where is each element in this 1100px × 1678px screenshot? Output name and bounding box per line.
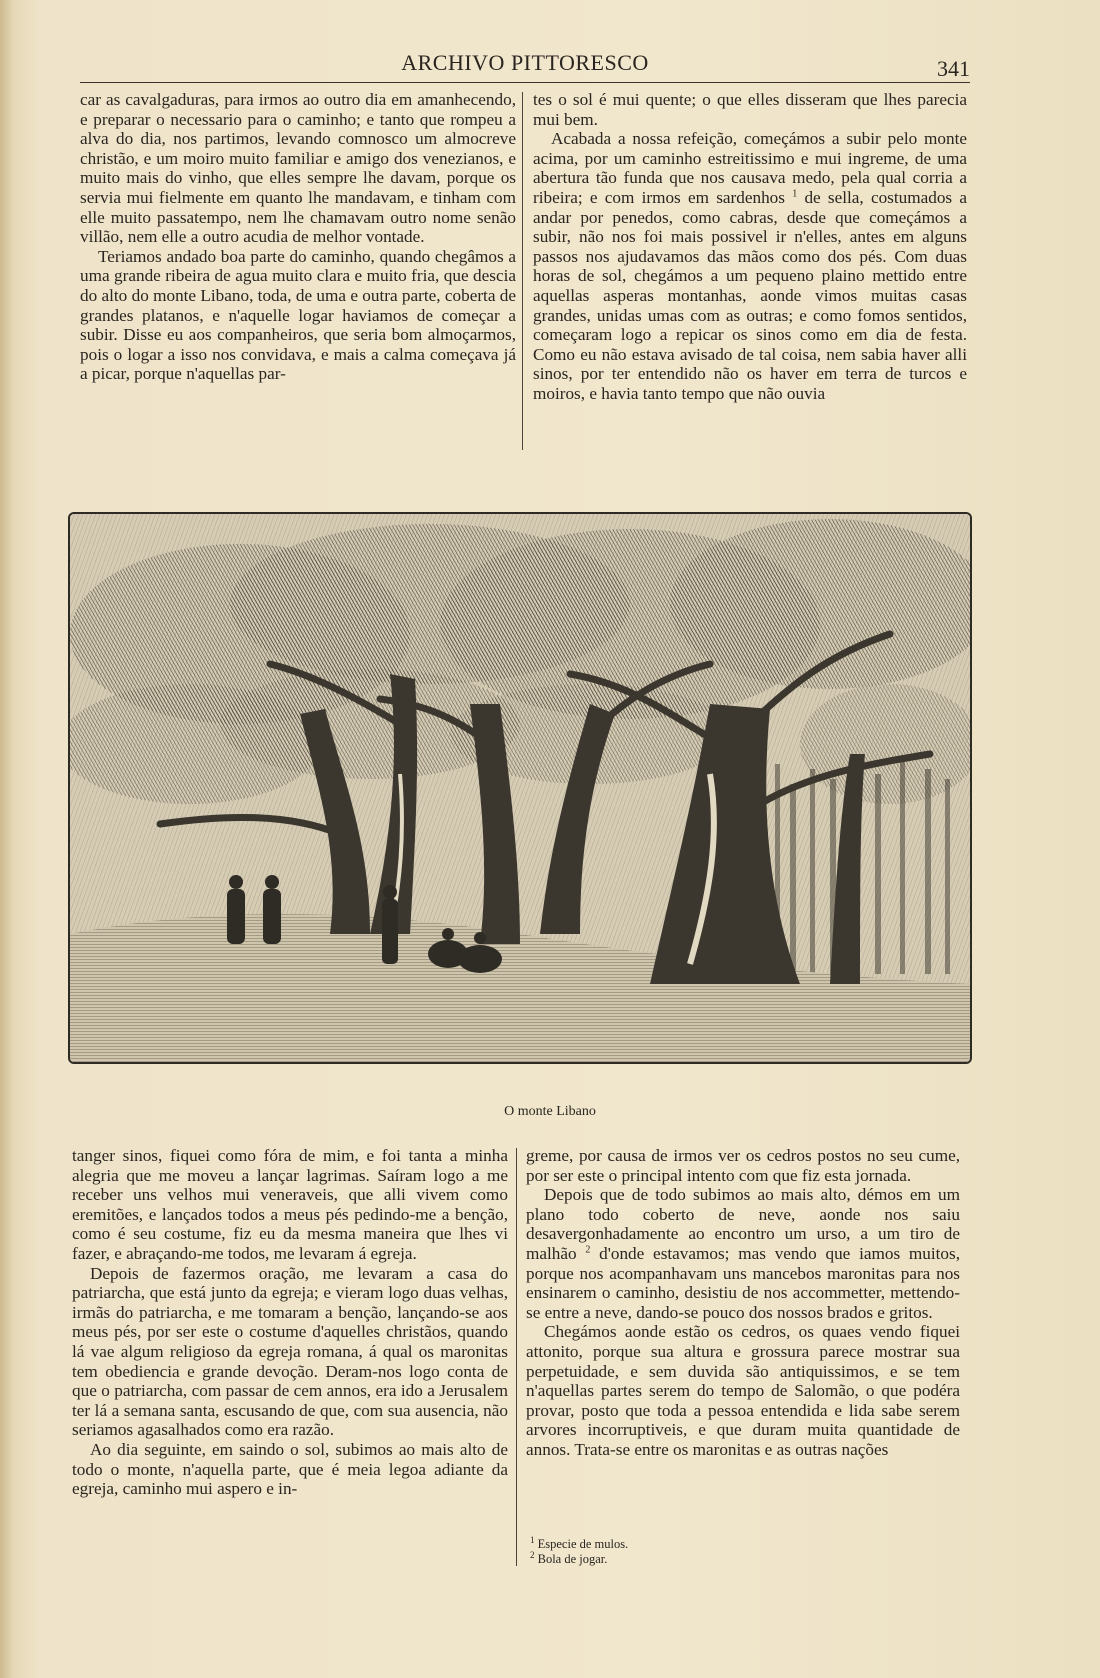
paragraph: Chegámos aonde estão os cedros, os quaes vendo fiquei attonito, porque sua altura e grossura parece mostrar sua perpetuidade, e sem duvida são antiquissimos, e se tem n'aquellas partes serem do tempo de Salomão, o que podéra provar, posto que toda a pessoa entendida e lida sabe serem arvores incorruptiveis, e que duram muita quantidade de annos. Trata-se entre os maronitas e as outras nações <box>526 1322 960 1459</box>
paragraph: greme, por causa de irmos ver os cedros postos no seu cume, por ser este o principal intento com que fiz esta jornada. <box>526 1146 960 1185</box>
column-rule <box>522 92 523 450</box>
paragraph: tanger sinos, fiquei como fóra de mim, e foi tanta a minha alegria que me moveu a lançar lagrimas. Saíram logo a me receber uns velhos mui veneraveis, que alli vivem como eremitões, e lançados todos a meus pés pedindo-me a benção, como é seu costume, fiz eu da mesma maneira que lhes vi fazer, e abraçando-me todos, me levaram á egreja. <box>72 1146 508 1263</box>
page-header <box>80 48 970 83</box>
paragraph: car as cavalgaduras, para irmos ao outro dia em amanhecendo, e preparar o necessario para o caminho; e tanto que rompeu a alva do dia, nos partimos, levando comnosco um almocreve christão, e um moiro muito familiar e amigo dos venezianos, e muito mais do vinho, que elles sempre lhe davam, porque os servia mui fielmente em quanto lhe mandavam, e tinham com elle muito passatempo, nem lhe chamavam outro nome senão villão, nem elle a outro acudia de melhor vontade. <box>80 90 516 247</box>
paragraph: Depois de fazermos oração, me levaram a casa do patriarcha, que está junto da egreja; e vieram logo duas velhas, irmãs do patriarcha, e me tomaram a benção, lançando-se aos meus pés, por ser este o costume d'aquelles christãos, quando lá vae algum religioso da egreja romana, á qual os maronitas tem obediencia e grande devoção. Deram-nos logo conta de que o patriarcha, com passar de cem annos, era ido a Jerusalem ter lá a semana santa, escusando de que, com sua ausencia, não seriamos agasalhados como era razão. <box>72 1263 508 1440</box>
running-title: ARCHIVO PITTORESCO <box>401 50 649 75</box>
footnote-mark: 1 <box>792 188 798 200</box>
paragraph: Depois que de todo subimos ao mais alto, démos em um plano todo coberto de neve, aonde nos saiu desavergonhadamente ao encontro um urso, a um tiro de malhão $^2$ d'onde estavamos; mas vendo que iamos muitos, porque nos acompanhavam uns mancebos maronitas para nos ensinarem o caminho, desistiu de nos accommetter, mettendo-se entre a neve, dando-se pouco dos nossos brados e gritos. <box>526 1185 961 1322</box>
bottom-right-column <box>526 1146 960 1460</box>
footnotes <box>530 1534 629 1567</box>
top-right-column <box>533 90 967 404</box>
page-number: 341 <box>937 56 970 81</box>
figure-caption: O monte Libano <box>504 1104 596 1119</box>
bottom-left-column <box>72 1146 508 1499</box>
cedar-grove-engraving <box>70 514 970 1062</box>
top-left-column <box>80 90 516 384</box>
paragraph: tes o sol é mui quente; o que elles disseram que lhes parecia mui bem. <box>533 90 967 129</box>
paragraph: Ao dia seguinte, em saindo o sol, subimos ao mais alto de todo o monte, n'aquella parte, que é meia legoa adiante da egreja, caminho mui aspero e in- <box>72 1439 508 1499</box>
paragraph: Teriamos andado boa parte do caminho, quando chegâmos a uma grande ribeira de agua muito clara e muito fria, que descia do alto do monte Libano, toda, de uma e outra parte, coberta de grandes platanos, e n'aquelle logar haviamos de começar a subir. Disse eu aos companheiros, que seria bom almoçarmos, pois o logar a isso nos convidava, e mais a calma começava já a picar, porque n'aquellas par- <box>80 246 516 384</box>
paragraph: Acabada a nossa refeição, começámos a subir pelo monte acima, por um caminho estreitissimo e mui ingreme, de uma abertura tão funda que nos causava medo, pela qual corria a ribeira; e com irmos em sardenhos $^1$ de sella, costumados a andar por penedos, como cabras, desde que começámos a subir, não nos foi mais possivel ir n'elles, antes em alguns passos nos ajudavamos das mãos como dos pés. Com duas horas de sol, chegámos a um pequeno plaino mettido entre aquellas asperas montanhas, aonde vimos muitas casas grandes, unidas umas com as outras; e como fomos sentidos, começaram logo a repicar os sinos como em dia de festa. Como eu não estava avisado de tal coisa, nem sabia haver alli sinos, por ter entendido não os haver em terra de turcos e moiros, e havia tanto tempo que não ouvia <box>533 129 967 403</box>
footnote: $^1$ Especie de mulos. <box>530 1534 629 1551</box>
engraving-illustration <box>68 512 972 1064</box>
footnote: $^2$ Bola de jogar. <box>530 1549 608 1566</box>
footnote-mark: 2 <box>585 1244 591 1256</box>
column-rule <box>516 1148 517 1566</box>
